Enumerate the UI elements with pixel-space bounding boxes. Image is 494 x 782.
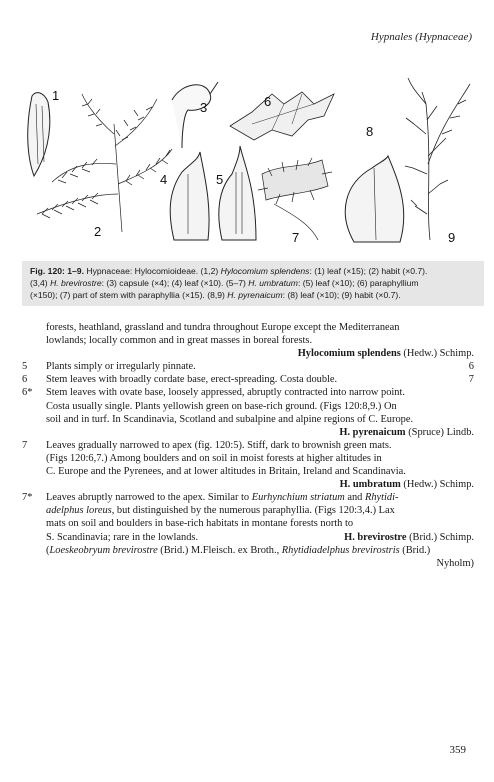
moss-illustration-figure xyxy=(22,64,474,252)
capsule-3-drawing xyxy=(172,85,211,148)
figure-label-9: 9 xyxy=(448,230,456,245)
figure-label-8: 8 xyxy=(366,124,374,139)
running-head: Hypnales (Hypnaceae) xyxy=(370,31,472,43)
figure-label-6: 6 xyxy=(264,94,272,109)
habit-2-drawing xyxy=(37,94,172,232)
figure-label-1: 1 xyxy=(52,88,60,103)
key-couplet-5: 5 Plants simply or irregularly pinnate. 6 xyxy=(22,361,474,373)
leaf-4-drawing xyxy=(170,152,209,240)
figure-caption: Fig. 120: 1–9. Hypnaceae: Hylocomioideae. (1,2) Hylocomium splendens: (1) leaf (×15); (2) habit (×0.7). (3,4) H. brevirostre: (3) capsule (×4); (4) leaf (×10). (5–7) H. umbratum: (5) leaf (×10); (6) paraphyllium (×150); (7) part of stem with paraphyllia (×15). (8,9) H. pyrenaicum: (8) leaf (×10); (9) habit (×0.7). xyxy=(22,261,484,306)
taxon-name: H. umbratum xyxy=(339,479,401,491)
taxon-name: H. brevirostre xyxy=(344,531,407,543)
paraphyllium-6-drawing xyxy=(230,92,334,140)
key-couplet-7: 7 Leaves gradually narrowed to apex (fig. 120:5). Stiff, dark to brownish green mats. (Figs 120:6,7.) Among boulders and on soil in moist forests at higher altitudes in C. Europe and the Pyrenees, and at lower altitudes in Britain, Ireland and Scandinavia. H. umbratum (Hedw.) Schimp. xyxy=(22,439,474,491)
stem-7-drawing xyxy=(258,158,332,240)
figure-label-5: 5 xyxy=(216,172,224,187)
botanical-drawing xyxy=(22,64,474,252)
caption-fig-label: Fig. 120: 1–9. xyxy=(30,266,84,276)
habit-9-drawing xyxy=(405,78,470,240)
leaf-5-drawing xyxy=(219,146,256,240)
taxon-name: H. pyrenaicum xyxy=(339,426,406,438)
figure-label-7: 7 xyxy=(292,230,300,245)
figure-label-2: 2 xyxy=(94,224,102,239)
page-number: 359 xyxy=(449,744,466,756)
leaf-1-drawing xyxy=(28,93,50,176)
key-couplet-6-alt: 6* Stem leaves with ovate base, loosely appressed, abruptly contracted into narrow point. Costa usually single. Plants yellowish green on base-rich ground. (Figs 120:8,9.) On soil and in turf. In Scandinavia, Scotland and subalpine and alpine regions of C. Europe. H. pyrenaicum (Spruce) Lindb. xyxy=(22,387,474,438)
key-couplet-6: 6 Stem leaves with broadly cordate base, erect-spreading. Costa double. 7 xyxy=(22,374,474,386)
figure-label-4: 4 xyxy=(160,172,168,187)
figure-label-3: 3 xyxy=(200,100,208,115)
key-couplet-7-alt: 7* Leaves abruptly narrowed to the apex. Similar to Eurhynchium striatum and Rhytidi- adelphus loreus, but distinguished by the numerous paraphyllia. (Figs 120:3,4.) Lax mats on soil and boulders in base-rich habitats in montane forests north to S. Scandinavia; rare in the lowlands. H. brevirostre (Brid.) Schimp. (Loeskeobryum brevirostre (Brid.) M.Fleisch. ex Broth., Rhytidiadelphus brevirostris (Brid.) Nyholm) xyxy=(22,492,474,569)
leaf-8-drawing xyxy=(345,156,403,242)
taxon-name: Hylocomium splendens xyxy=(297,348,401,360)
key-text xyxy=(22,321,474,570)
intro-paragraph: forests, heathland, grassland and tundra throughout Europe except the Mediterranean lowlands; locally common and in great masses in boreal forests. Hylocomium splendens (Hedw.) Schimp. xyxy=(46,322,474,360)
